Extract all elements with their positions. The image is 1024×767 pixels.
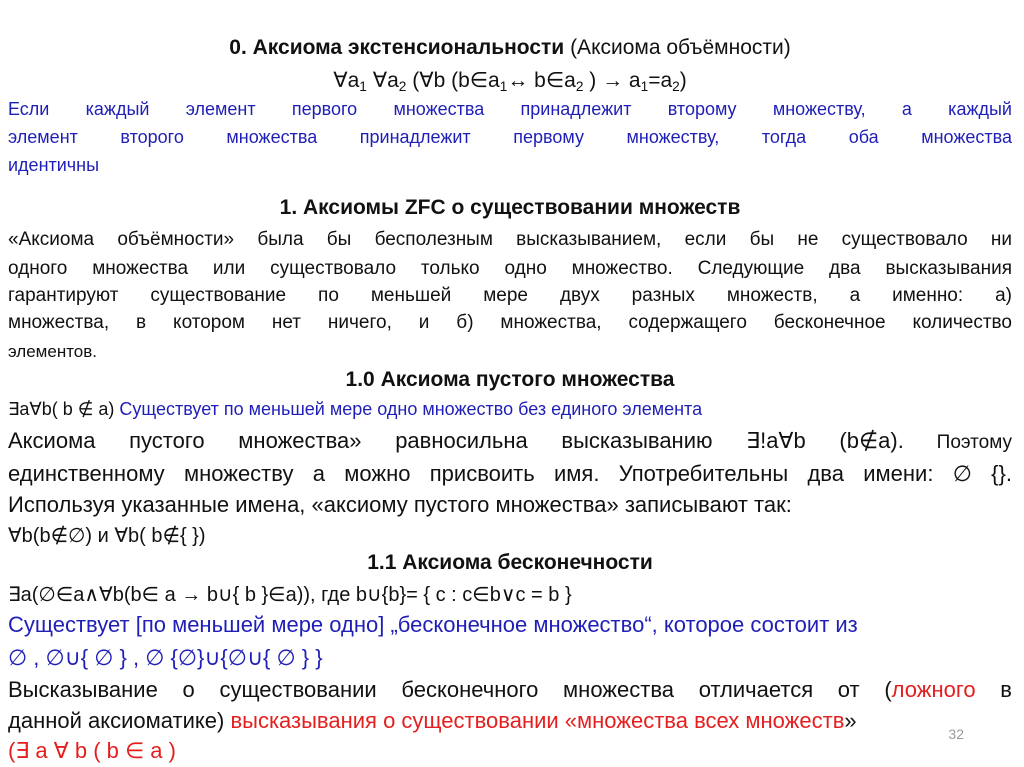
formula-part: ∀a <box>366 69 399 92</box>
formula-subscript: 2 <box>575 79 584 94</box>
infinity-desc-line-1: Существует [по меньшей мере одно] „бесконечное множество“, которое состоит из <box>8 612 858 637</box>
infinity-desc-line-2: ∅ , ∅∪{ ∅ } , ∅ {∅}∪{∅∪{ ∅ } } <box>8 645 323 670</box>
formula-subscript: 2 <box>398 79 407 94</box>
infinity-line-4-end: » <box>844 708 857 733</box>
formula-subscript: 1 <box>640 79 649 94</box>
empty-set-line-1 <box>8 428 1012 454</box>
infinity-line-3-red: ложного <box>891 677 976 702</box>
section-1-paragraph-line-2: одного множества или существовало только одно множество. Следующие два высказывания <box>8 258 1012 279</box>
formula-subscript: 1 <box>359 79 367 94</box>
axiom-0-formula <box>8 68 1012 94</box>
infinity-line-4 <box>8 708 1012 734</box>
formula-part: ∀a <box>333 69 360 92</box>
axiom-0-desc-line-3: идентичны <box>8 155 100 175</box>
empty-set-line-4: ∀b(b∉∅) и ∀b( b∉{ }) <box>8 525 206 547</box>
empty-set-line-2: единственному множеству a можно присвоить имя. Употребительны два имени: ∅ {}. <box>8 461 1012 486</box>
empty-set-line-1-tail: Поэтому <box>903 432 1012 453</box>
formula-part: =a <box>648 69 673 92</box>
infinity-line-4-start: данной аксиоматике) <box>8 708 231 733</box>
section-1-paragraph-line-4: множества, в котором нет ничего, и б) множества, содержащего бесконечное количество <box>8 312 1012 333</box>
empty-set-line-1-main: Аксиома пустого множества» равносильна высказыванию ∃!a∀b (b∉a). <box>8 428 904 453</box>
empty-set-line-3: Используя указанные имена, «аксиому пустого множества» записывают так: <box>8 492 792 517</box>
infinity-formula: ∃a(∅∈a∧∀b(b∈ a → b∪{ b }∈a)), где b∪{b}= { c : c∈b∨c = b } <box>8 584 572 606</box>
formula-subscript: 2 <box>672 79 680 94</box>
empty-set-formula-line <box>8 399 1012 420</box>
infinity-line-5: (∃ a ∀ b ( b ∈ a ) <box>8 738 176 763</box>
axiom-0-title-bold: 0. Аксиома экстенсиональности <box>229 36 565 59</box>
axiom-0-title-rest: (Аксиома объёмности) <box>564 36 791 59</box>
formula-part: ↔ b∈a <box>507 69 576 92</box>
infinity-line-3-end: в <box>975 677 1012 702</box>
axiom-0-desc-line-2: элемент второго множества принадлежит первому множеству, тогда оба множества <box>8 127 1012 147</box>
infinity-line-3 <box>8 677 1012 703</box>
page-number: 32 <box>948 726 964 742</box>
empty-set-formula: ∃a∀b( b ∉ a) <box>8 399 115 419</box>
formula-part: (∀b (b∈a <box>406 69 500 92</box>
axiom-0-title <box>8 36 1012 60</box>
section-1-1-title: 1.1 Аксиома бесконечности <box>367 551 653 574</box>
infinity-line-3-start: Высказывание о существовании бесконечного множества отличается от ( <box>8 677 892 702</box>
section-1-paragraph-line-1: «Аксиома объёмности» была бы бесполезным высказыванием, если бы не существовало ни <box>8 229 1012 250</box>
infinity-line-4-red: высказывания о существовании «множества всех множеств <box>230 708 845 733</box>
formula-part: ) → a <box>583 69 641 92</box>
section-1-0-title: 1.0 Аксиома пустого множества <box>345 368 675 391</box>
axiom-0-desc-line-1: Если каждый элемент первого множества принадлежит второму множеству, а каждый <box>8 99 1012 119</box>
section-1-title: 1. Аксиомы ZFC о существовании множеств <box>279 196 741 219</box>
section-1-paragraph-line-5: элементов. <box>8 342 98 361</box>
formula-subscript: 1 <box>499 79 508 94</box>
section-1-paragraph-line-3: гарантируют существование по меньшей мере двух разных множеств, а именно: а) <box>8 285 1012 306</box>
formula-part: ) <box>679 69 687 92</box>
empty-set-formula-desc: Существует по меньшей мере одно множество без единого элемента <box>114 399 703 419</box>
